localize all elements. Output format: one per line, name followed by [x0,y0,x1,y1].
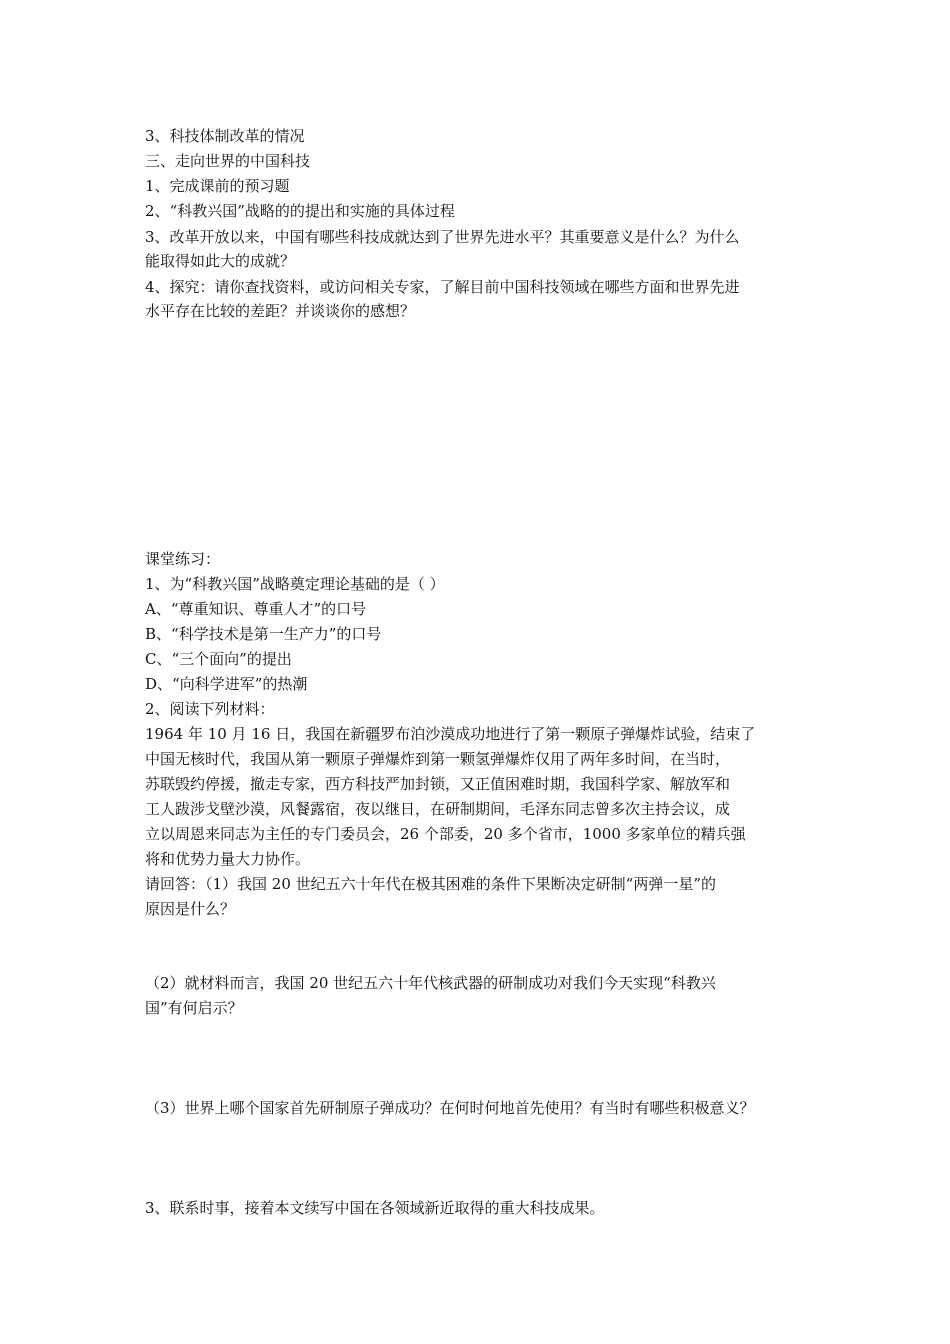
sub-question-1: 请回答：（1）我国 20 世纪五六十年代在极其困难的条件下果断决定研制“两弹一星”的 [145,875,717,893]
section-item-2: 2、“科教兴国”战略的的提出和实施的具体过程 [145,202,455,220]
material-line-6: 将和优势力量大力协作。 [145,850,311,868]
sub-question-1-cont: 原因是什么？ [145,900,236,918]
option-a: A、“尊重知识、尊重人才”的口号 [145,600,367,618]
question-1: 1、为“科教兴国”战略奠定理论基础的是（ ） [145,575,445,593]
question-2: 2、阅读下列材料： [145,700,275,718]
section-item-1: 1、完成课前的预习题 [145,177,290,195]
section-item-4-cont: 水平存在比较的差距？并谈谈你的感想？ [145,302,416,320]
section-item-3-cont: 能取得如此大的成就？ [145,252,296,270]
sub-question-2-cont: 国”有何启示？ [145,999,243,1017]
section-item-4: 4、探究：请你查找资料，或访问相关专家，了解目前中国科技领域在哪些方面和世界先进 [145,278,740,296]
material-line-3: 苏联毁约停援，撤走专家，西方科技严加封锁，又正值困难时期，我国科学家、解放军和 [145,775,731,793]
material-line-5: 立以周恩来同志为主任的专门委员会，26 个部委，20 多个省市，1000 多家单位的精兵强 [145,825,746,843]
material-line-1: 1964 年 10 月 16 日，我国在新疆罗布泊沙漠成功地进行了第一颗原子弹爆炸试验，结束了 [145,725,756,743]
section-heading-3: 三、走向世界的中国科技 [145,152,311,170]
question-3: 3、联系时事，接着本文续写中国在各领域新近取得的重大科技成果。 [145,1199,605,1217]
sub-question-2: （2）就材料而言，我国 20 世纪五六十年代核武器的研制成功对我们今天实现“科教兴 [145,974,716,992]
section-item-3-tech-reform: 3、科技体制改革的情况 [145,127,305,145]
option-b: B、“科学技术是第一生产力”的口号 [145,625,382,643]
exercise-heading: 课堂练习： [145,550,221,568]
option-d: D、“向科学进军”的热潮 [145,675,308,693]
material-line-4: 工人跋涉戈壁沙漠，风餐露宿，夜以继日，在研制期间，毛泽东同志曾多次主持会议，成 [145,800,731,818]
sub-question-3: （3）世界上哪个国家首先研制原子弹成功？在何时何地首先使用？有当时有哪些积极意义？ [145,1099,755,1117]
material-line-2: 中国无核时代，我国从第一颗原子弹爆炸到第一颗氢弹爆炸仅用了两年多时间，在当时， [145,750,731,768]
option-c: C、“三个面向”的提出 [145,650,292,668]
section-item-3: 3、改革开放以来，中国有哪些科技成就达到了世界先进水平？其重要意义是什么？为什么 [145,228,740,246]
